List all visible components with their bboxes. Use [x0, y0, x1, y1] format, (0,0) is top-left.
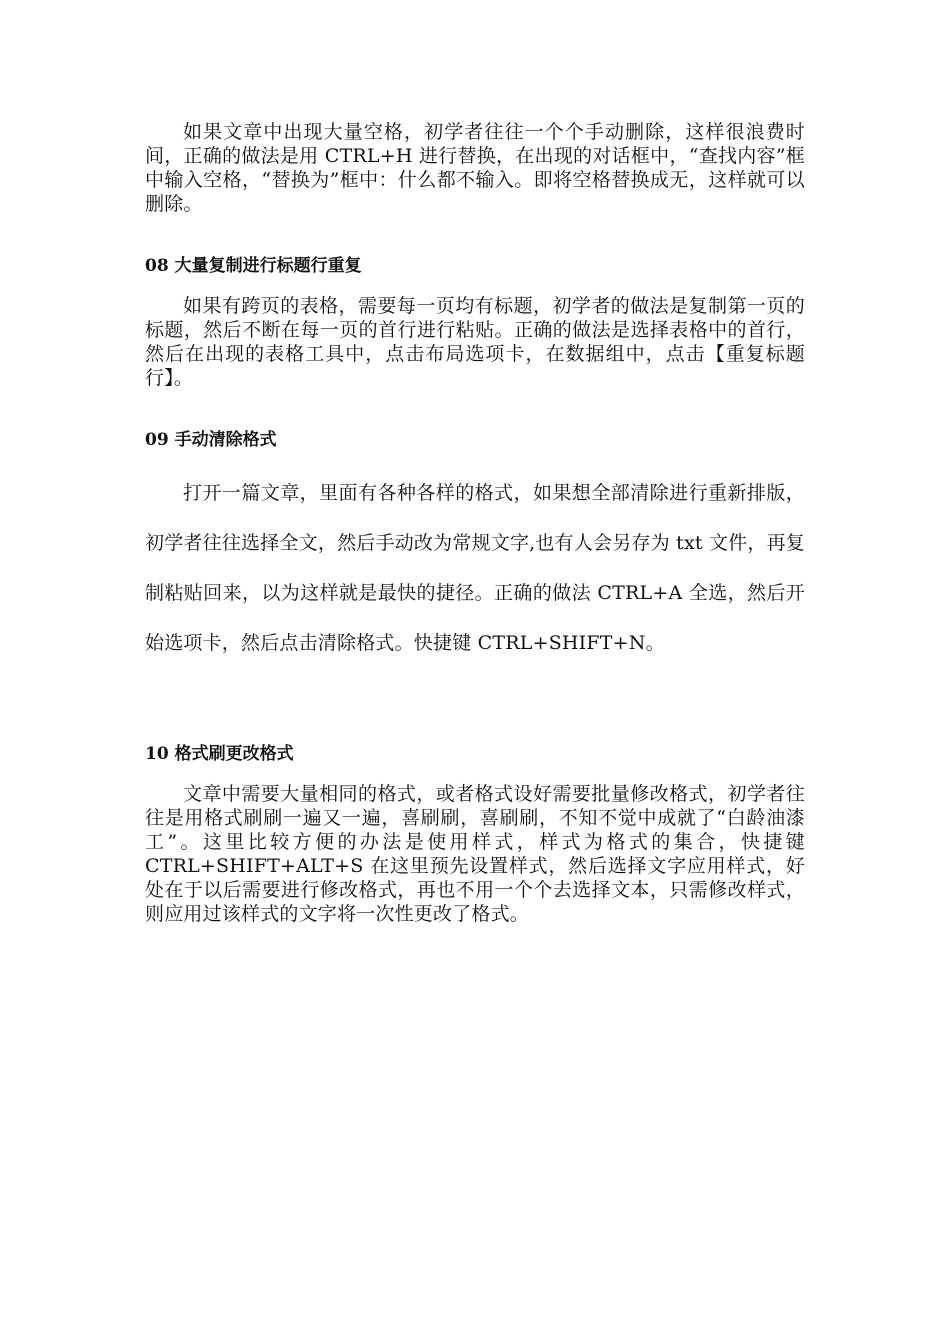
- section-gap: [145, 216, 805, 254]
- heading-10: 10 格式刷更改格式: [145, 744, 294, 764]
- heading-gap: [145, 278, 805, 294]
- heading-09: 09 手动清除格式: [145, 430, 277, 450]
- heading-08: 08 大量复制进行标题行重复: [145, 256, 362, 276]
- paragraph-format-painter: 文章中需要大量相同的格式，或者格式设好需要批量修改格式，初学者往往是用格式刷刷一遍又一遍，喜刷刷，喜刷刷，不知不觉中成就了“白龄油漆工”。这里比较方便的办法是使用样式，样式为格式的集合，快捷键 CTRL+SHIFT+ALT+S 在这里预先设置样式，然后选择文字应用样式，好处在于以后需要进行修改格式，再也不用一个个去选择文本，只需修改样式，则应用过该样式的文字将一次性更改了格式。: [145, 783, 805, 925]
- paragraph-repeat-header-row: 如果有跨页的表格，需要每一页均有标题，初学者的做法是复制第一页的标题，然后不断在每一页的首行进行粘贴。正确的做法是选择表格中的首行，然后在出现的表格工具中，点击布局选项卡，在数据组中，点击【重复标题行】。: [145, 295, 805, 389]
- heading-gap: [145, 766, 805, 782]
- document-content: [145, 120, 805, 926]
- paragraph-replace-spaces: 如果文章中出现大量空格，初学者往往一个个手动删除，这样很浪费时间，正确的做法是用 CTRL+H 进行替换，在出现的对话框中，“查找内容”框中输入空格，“替换为”框中：什么都不输入。即将空格替换成无，这样就可以删除。: [145, 121, 805, 215]
- section-gap: [145, 668, 805, 742]
- section-gap: [145, 390, 805, 428]
- paragraph-clear-format: 打开一篇文章，里面有各种各样的格式，如果想全部清除进行重新排版，初学者往往选择全文，然后手动改为常规文字,也有人会另存为 txt 文件，再复制粘贴回来，以为这样就是最快的捷径。正确的做法 CTRL+A 全选，然后开始选项卡，然后点击清除格式。快捷键 CTRL+SHIFT+N。: [145, 482, 805, 654]
- heading-gap: [145, 452, 805, 468]
